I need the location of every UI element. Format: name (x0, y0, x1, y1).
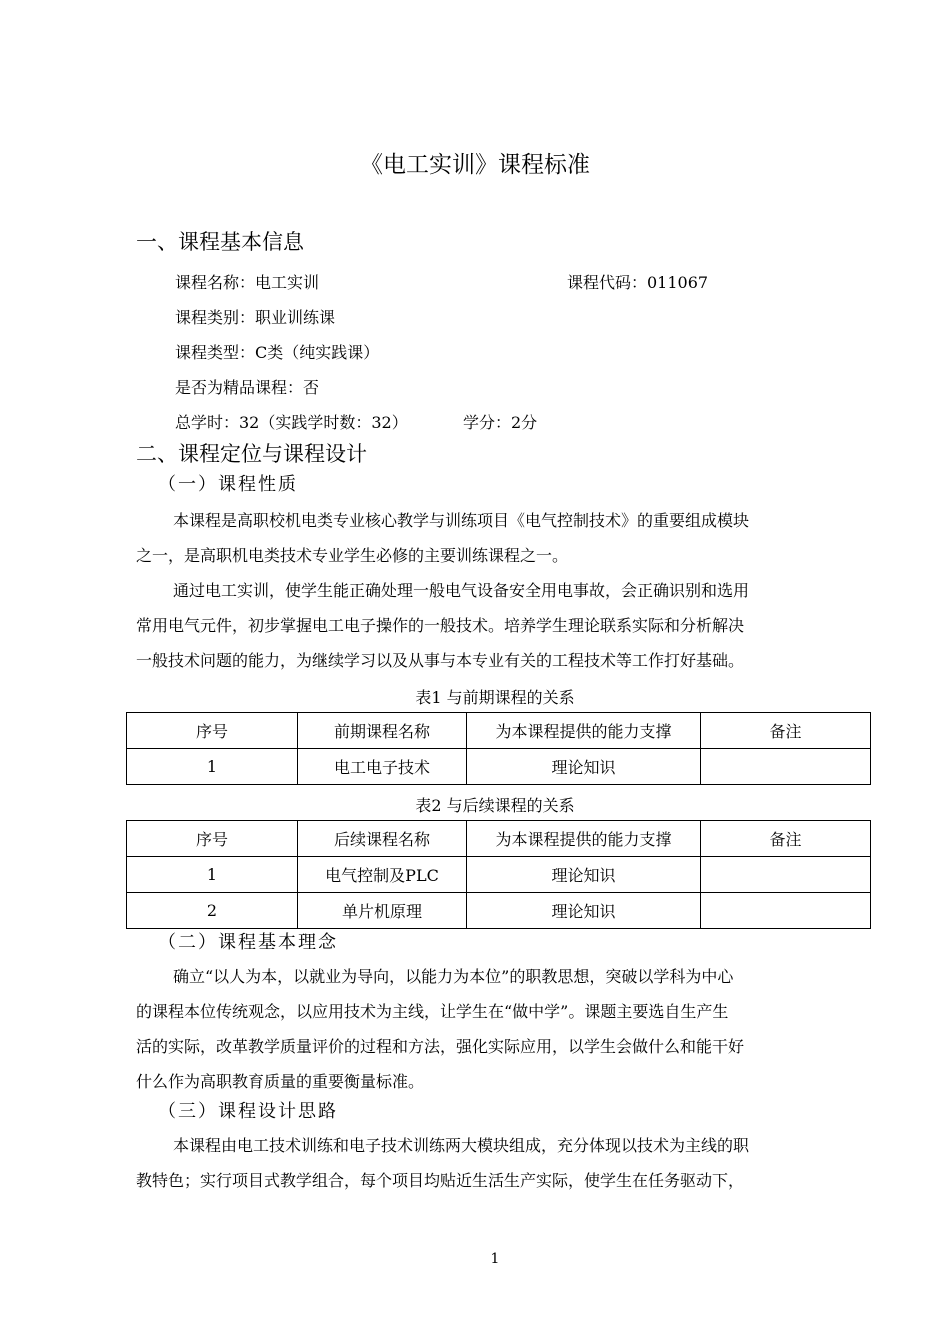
table-cell (701, 893, 871, 929)
paragraph-line: 活的实际，改革教学质量评价的过程和方法，强化实际应用，以学生会做什么和能干好 (136, 1037, 745, 1056)
header-cell: 序号 (127, 713, 298, 749)
table-row (127, 857, 871, 893)
header-cell: 备注 (701, 821, 871, 857)
header-cell: 序号 (127, 821, 298, 857)
course-name: 课程名称：电工实训 (175, 273, 320, 292)
table-cell: 1 (127, 857, 298, 893)
paragraph-line: 通过电工实训，使学生能正确处理一般电气设备安全用电事故，会正确识别和选用 (173, 581, 750, 600)
table-header-row (127, 821, 871, 857)
subsection-nature: （一）课程性质 (158, 474, 298, 495)
paragraph-nature-2 (136, 573, 862, 678)
paragraph-line: 常用电气元件，初步掌握电工电子操作的一般技术。培养学生理论联系实际和分析解决 (136, 616, 745, 635)
course-code: 课程代码：011067 (567, 273, 709, 292)
header-cell: 前期课程名称 (298, 713, 467, 749)
course-hours: 总学时：32（实践学时数：32） (175, 413, 408, 432)
table-subsequent-courses (126, 820, 871, 929)
paragraph-philosophy (136, 959, 862, 1099)
paragraph-line: 一般技术问题的能力，为继续学习以及从事与本专业有关的工程技术等工作打好基础。 (136, 651, 745, 670)
table-cell: 1 (127, 749, 298, 785)
paragraph-design (136, 1128, 862, 1198)
header-cell: 为本课程提供的能力支撑 (467, 713, 701, 749)
paragraph-line: 教特色；实行项目式教学组合，每个项目均贴近生活生产实际，使学生在任务驱动下， (136, 1171, 745, 1190)
section-heading-basic-info: 一、课程基本信息 (136, 230, 304, 254)
paragraph-line: 什么作为高职教育质量的重要衡量标准。 (136, 1072, 425, 1091)
table1-caption: 表1 与前期课程的关系 (415, 688, 575, 707)
table2-caption: 表2 与后续课程的关系 (415, 796, 575, 815)
table-cell: 电工电子技术 (298, 749, 467, 785)
course-category: 课程类别：职业训练课 (175, 308, 336, 327)
header-cell: 备注 (701, 713, 871, 749)
paragraph-nature-1 (136, 503, 862, 573)
table-cell: 理论知识 (467, 857, 701, 893)
table-cell (701, 749, 871, 785)
document-title: 《电工实训》课程标准 (360, 152, 590, 178)
page-number: 1 (490, 1251, 500, 1267)
subsection-philosophy: （二）课程基本理念 (158, 932, 338, 953)
section-heading-positioning: 二、课程定位与课程设计 (136, 442, 367, 466)
table-row (127, 749, 871, 785)
course-quality: 是否为精品课程：否 (175, 378, 320, 397)
header-cell: 后续课程名称 (298, 821, 467, 857)
course-credit: 学分：2分 (463, 413, 538, 432)
paragraph-line: 的课程本位传统观念，以应用技术为主线，让学生在“做中学”。课题主要选自生产生 (136, 1002, 729, 1021)
table-prior-courses (126, 712, 871, 785)
subsection-design: （三）课程设计思路 (158, 1101, 338, 1122)
paragraph-line: 之一，是高职机电类技术专业学生必修的主要训练课程之一。 (136, 546, 569, 565)
table-cell: 理论知识 (467, 749, 701, 785)
table-cell: 2 (127, 893, 298, 929)
table-cell (701, 857, 871, 893)
table-cell: 电气控制及PLC (298, 857, 467, 893)
table-cell: 单片机原理 (298, 893, 467, 929)
paragraph-line: 本课程是高职校机电类专业核心教学与训练项目《电气控制技术》的重要组成模块 (173, 511, 750, 530)
paragraph-line: 本课程由电工技术训练和电子技术训练两大模块组成，充分体现以技术为主线的职 (173, 1136, 750, 1155)
table-header-row (127, 713, 871, 749)
paragraph-line: 确立“以人为本，以就业为导向，以能力为本位”的职教思想，突破以学科为中心 (173, 967, 734, 986)
header-cell: 为本课程提供的能力支撑 (467, 821, 701, 857)
table-row (127, 893, 871, 929)
course-type: 课程类型：C类（纯实践课） (175, 343, 380, 362)
table-cell: 理论知识 (467, 893, 701, 929)
